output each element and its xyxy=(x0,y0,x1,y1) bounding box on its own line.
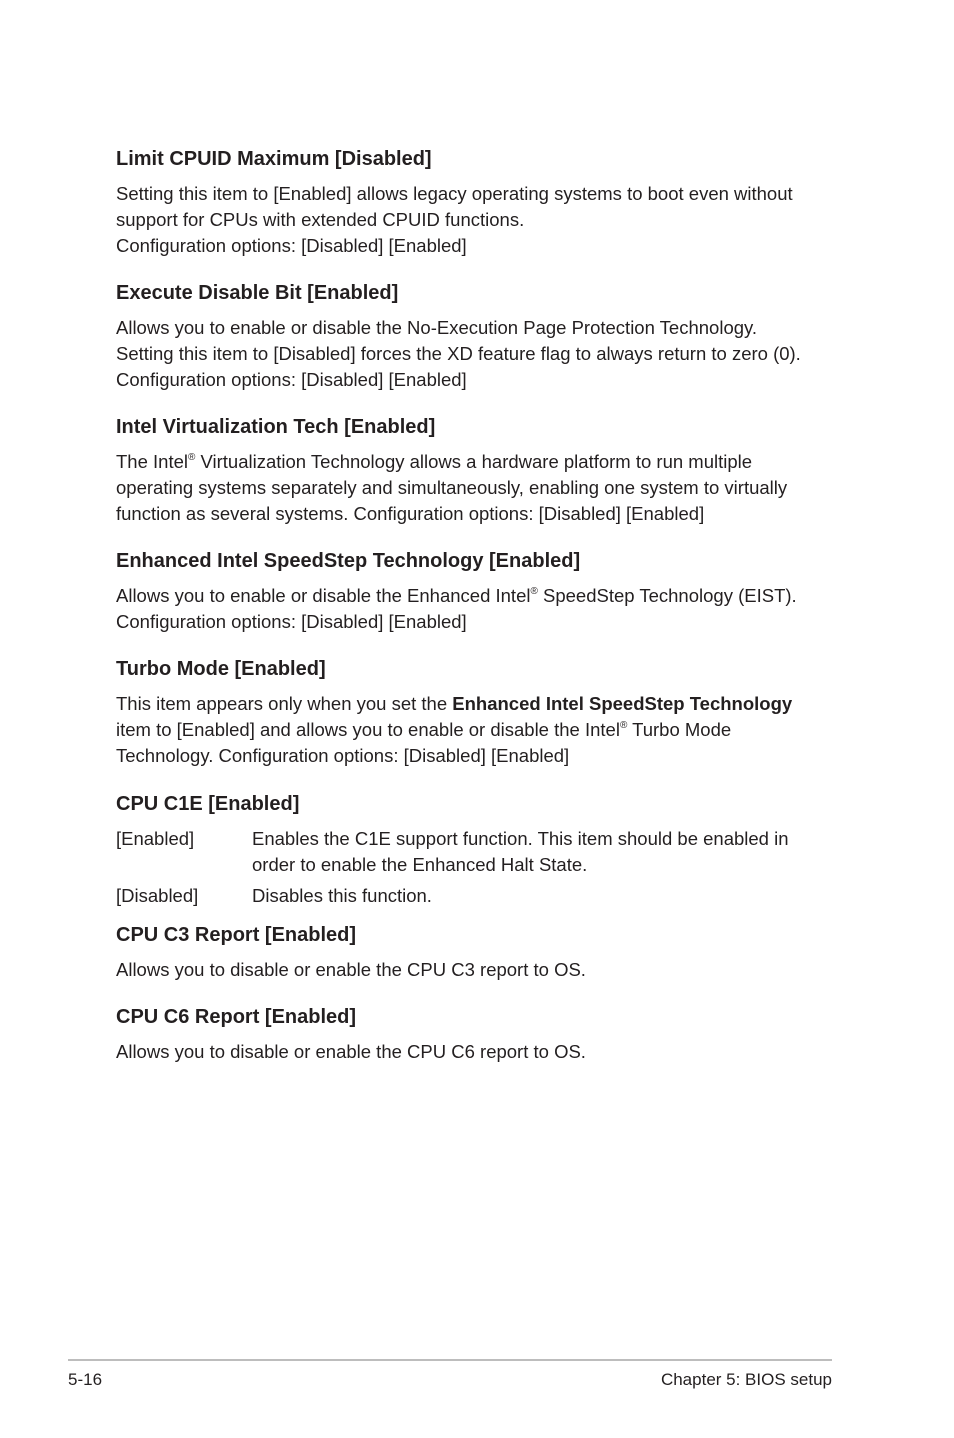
section-eist xyxy=(116,549,846,635)
registered-mark: ® xyxy=(619,720,628,731)
section-title: Limit CPUID Maximum [Disabled] xyxy=(116,148,432,170)
config-options: Configuration options: [Disabled] [Enabled] xyxy=(116,235,467,256)
section-title: Enhanced Intel SpeedStep Technology [Enabled] xyxy=(116,550,581,572)
section-cpu-c3 xyxy=(116,923,846,983)
paragraph-line: Setting this item to [Enabled] allows legacy operating systems to boot even without xyxy=(116,183,793,204)
section-title: CPU C3 Report [Enabled] xyxy=(116,924,357,946)
config-options: Configuration options: [Disabled] [Enabled] xyxy=(116,611,467,632)
section-turbo-mode xyxy=(116,657,846,769)
option-row-enabled xyxy=(116,826,846,878)
section-limit-cpuid xyxy=(116,147,846,259)
paragraph-line: Setting this item to [Disabled] forces the XD feature flag to always return to zero (0). xyxy=(116,343,801,364)
section-intel-vt xyxy=(116,415,846,527)
paragraph-line: This item appears only when you set the Enhanced Intel SpeedStep Technology xyxy=(116,693,793,714)
section-cpu-c6 xyxy=(116,1005,846,1065)
section-title: CPU C1E [Enabled] xyxy=(116,793,300,815)
footer-divider xyxy=(68,1359,832,1361)
paragraph-line: operating systems separately and simultaneously, enabling one system to virtually xyxy=(116,477,788,498)
option-key: [Enabled] xyxy=(116,828,195,849)
section-title: Intel Virtualization Tech [Enabled] xyxy=(116,416,436,438)
option-desc: Enables the C1E support function. This item should be enabled in order to enable the Enhanced Halt State. xyxy=(252,828,789,875)
section-cpu-c1e xyxy=(116,792,846,909)
bold-reference: Enhanced Intel SpeedStep Technology xyxy=(452,693,793,714)
option-desc: Disables this function. xyxy=(252,885,432,906)
paragraph-line: Allows you to enable or disable the Enhanced Intel® SpeedStep Technology (EIST). xyxy=(116,585,797,606)
chapter-label: Chapter 5: BIOS setup xyxy=(660,1370,832,1389)
paragraph-line: item to [Enabled] and allows you to enable or disable the Intel® Turbo Mode xyxy=(116,719,732,740)
paragraph-line: Allows you to disable or enable the CPU C3 report to OS. xyxy=(116,959,586,980)
option-row-disabled xyxy=(116,883,846,909)
paragraph-line: Allows you to disable or enable the CPU C6 report to OS. xyxy=(116,1041,586,1062)
paragraph-line: function as several systems. Configuration options: [Disabled] [Enabled] xyxy=(116,503,705,524)
paragraph-line: Allows you to enable or disable the No-Execution Page Protection Technology. xyxy=(116,317,758,338)
section-title: Turbo Mode [Enabled] xyxy=(116,658,326,680)
section-title: CPU C6 Report [Enabled] xyxy=(116,1006,357,1028)
section-execute-disable xyxy=(116,281,846,393)
paragraph-line: support for CPUs with extended CPUID functions. xyxy=(116,209,525,230)
paragraph-line: Technology. Configuration options: [Disabled] [Enabled] xyxy=(116,745,570,766)
registered-mark: ® xyxy=(188,452,196,463)
page-number: 5-16 xyxy=(68,1370,103,1389)
config-options: Configuration options: [Disabled] [Enabled] xyxy=(116,369,467,390)
registered-mark: ® xyxy=(530,586,538,597)
paragraph-line: The Intel® Virtualization Technology allows a hardware platform to run multiple xyxy=(116,451,753,472)
section-title: Execute Disable Bit [Enabled] xyxy=(116,282,399,304)
option-key: [Disabled] xyxy=(116,885,199,906)
